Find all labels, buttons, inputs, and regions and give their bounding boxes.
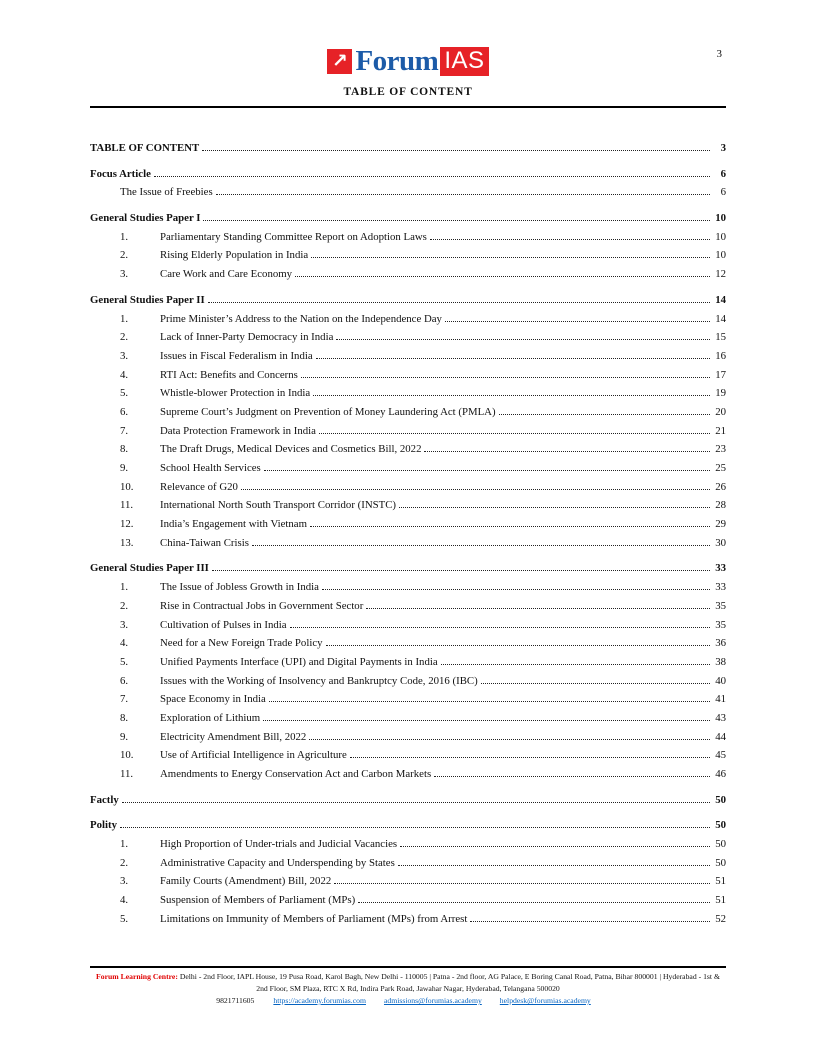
toc-row[interactable]	[90, 600, 726, 619]
toc-dot-leader	[499, 414, 710, 415]
logo-text-ias: IAS	[440, 47, 488, 76]
toc-entry-page: 14	[715, 312, 726, 325]
toc-entry-label: High Proportion of Under-trials and Judicial Vacancies	[160, 838, 398, 851]
toc-entry-page: 20	[715, 405, 726, 418]
toc-entry-label: Suspension of Members of Parliament (MPs)	[160, 894, 356, 907]
toc-entry-page: 10	[715, 230, 726, 243]
toc-dot-leader	[350, 757, 710, 758]
toc-entry-number: 10.	[120, 749, 134, 762]
toc-row[interactable]	[90, 249, 726, 268]
footer-helpdesk-email-link[interactable]: helpdesk@forumias.academy	[499, 996, 591, 1006]
toc-row[interactable]	[90, 656, 726, 675]
toc-entry-page: 3	[720, 142, 726, 154]
toc-entry-number: 4.	[120, 368, 129, 381]
forumias-logo	[0, 0, 816, 78]
toc-entry-number: 2.	[120, 599, 129, 612]
toc-entry-label: The Issue of Jobless Growth in India	[160, 581, 319, 594]
toc-entry-page: 50	[715, 856, 726, 869]
toc-dot-leader	[295, 276, 710, 277]
toc-dot-leader	[290, 627, 710, 628]
toc-entry-page: 43	[715, 711, 726, 724]
toc-dot-leader	[326, 645, 710, 646]
footer-phone: 9821711605	[216, 996, 255, 1006]
toc-entry-number: 2.	[120, 856, 129, 869]
toc-entry-page: 6	[720, 167, 726, 180]
toc-entry-label: Supreme Court’s Judgment on Prevention of Money Laundering Act (PMLA)	[160, 405, 496, 418]
toc-row[interactable]	[90, 369, 726, 388]
toc-row[interactable]	[90, 637, 726, 656]
toc-entry-label: Lack of Inner-Party Democracy in India	[160, 331, 334, 344]
toc-dot-leader	[120, 827, 710, 828]
toc-row[interactable]	[90, 768, 726, 787]
toc-row[interactable]	[90, 331, 726, 350]
toc-row[interactable]	[90, 581, 726, 600]
toc-entry-label: Prime Minister’s Address to the Nation on the Independence Day	[160, 312, 442, 325]
toc-entry-page: 26	[715, 480, 726, 493]
toc-entry-page: 35	[715, 618, 726, 631]
footer-address-text: Delhi - 2nd Floor, IAPL House, 19 Pusa Road, Karol Bagh, New Delhi - 110005 | Patna - 2nd floor, AG Palace, E Boring Canal Road, Patna, Bihar 800001 | Hyderabad - 1st & 2nd Floor, SM Plaza, RTC X Rd, Indira Park Road, Jawahar Nagar, Hyderabad, Telangana 500020	[179, 972, 720, 993]
toc-row[interactable]	[90, 562, 726, 581]
toc-row[interactable]	[90, 749, 726, 768]
toc-row[interactable]	[90, 518, 726, 537]
toc-dot-leader	[398, 865, 710, 866]
toc-entry-label: Relevance of G20	[160, 480, 238, 493]
toc-entry-number: 12.	[120, 518, 134, 531]
toc-entry-label: Space Economy in India	[160, 693, 266, 706]
toc-entry-label: Focus Article	[90, 167, 151, 180]
toc-entry-label: Care Work and Care Economy	[160, 268, 293, 281]
toc-dot-leader	[399, 507, 710, 508]
toc-row[interactable]	[90, 350, 726, 369]
toc-entry-number: 1.	[120, 312, 129, 325]
toc-entry-page: 41	[715, 693, 726, 706]
toc-entry-number: 8.	[120, 711, 129, 724]
toc-row[interactable]	[90, 406, 726, 425]
toc-dot-leader	[430, 239, 710, 240]
toc-row[interactable]	[90, 875, 726, 894]
toc-entry-page: 44	[715, 730, 726, 743]
toc-entry-number: 2.	[120, 249, 129, 262]
toc-entry-number: 4.	[120, 894, 129, 907]
toc-entry-label: School Health Services	[160, 462, 261, 474]
toc-entry-number: 3.	[120, 349, 129, 362]
toc-row[interactable]	[90, 462, 726, 481]
toc-row[interactable]	[90, 212, 726, 231]
toc-entry-label: General Studies Paper III	[90, 562, 209, 575]
toc-entry-label: Whistle-blower Protection in India	[160, 387, 311, 400]
toc-entry-number: 9.	[120, 462, 129, 474]
toc-entry-label: Administrative Capacity and Underspending by States	[160, 856, 395, 869]
toc-entry-page: 15	[715, 331, 726, 344]
footer-contact	[90, 995, 726, 1007]
toc-entry-page: 40	[715, 674, 726, 687]
toc-row[interactable]	[90, 894, 726, 913]
toc-row[interactable]	[90, 712, 726, 731]
toc-row[interactable]	[90, 537, 726, 556]
toc-entry-label: Data Protection Framework in India	[160, 424, 316, 437]
toc-dot-leader	[263, 720, 710, 721]
toc-dot-leader	[424, 451, 710, 452]
toc-entry-page: 38	[715, 655, 726, 668]
toc-entry-label: Factly	[90, 793, 119, 806]
toc-dot-leader	[313, 395, 710, 396]
toc-dot-leader	[252, 545, 710, 546]
toc-entry-label: Need for a New Foreign Trade Policy	[160, 637, 323, 650]
toc-entry-label: General Studies Paper I	[90, 212, 201, 225]
toc-entry-number: 1.	[120, 230, 129, 243]
toc-entry-number: 10.	[120, 480, 134, 493]
toc-entry-label: Exploration of Lithium	[160, 711, 261, 724]
toc-entry-label: RTI Act: Benefits and Concerns	[160, 368, 298, 381]
toc-row[interactable]	[90, 794, 726, 813]
toc-dot-leader	[358, 902, 710, 903]
arrow-up-right-icon: ↗	[327, 49, 352, 74]
toc-entry-label: Unified Payments Interface (UPI) and Digital Payments in India	[160, 655, 438, 668]
toc-entry-label: Electricity Amendment Bill, 2022	[160, 730, 307, 743]
toc-entry-page: 16	[715, 349, 726, 362]
toc-dot-leader	[241, 489, 710, 490]
toc-entry-label: Amendments to Energy Conservation Act and Carbon Markets	[160, 768, 432, 780]
toc-entry-number: 6.	[120, 405, 129, 418]
toc-row[interactable]	[90, 838, 726, 857]
footer-centre-label: Forum Learning Centre:	[96, 972, 178, 981]
toc-dot-leader	[203, 220, 710, 221]
toc-entry-number: 3.	[120, 875, 129, 888]
toc-entry-number: 3.	[120, 618, 129, 631]
toc-entry-label: Issues with the Working of Insolvency and Bankruptcy Code, 2016 (IBC)	[160, 674, 478, 687]
toc-entry-page: 50	[715, 793, 726, 806]
toc-entry-label: Limitations on Immunity of Members of Parliament (MPs) from Arrest	[160, 912, 468, 925]
table-of-contents	[90, 142, 726, 932]
footer	[90, 966, 726, 1007]
logo-text-forum: Forum	[355, 44, 439, 77]
toc-entry-page: 17	[715, 368, 726, 381]
toc-entry-label: The Draft Drugs, Medical Devices and Cosmetics Bill, 2022	[160, 443, 422, 456]
footer-admissions-email-link[interactable]: admissions@forumias.academy	[383, 996, 482, 1006]
toc-row[interactable]	[90, 313, 726, 332]
toc-entry-label: Rising Elderly Population in India	[160, 249, 309, 262]
toc-row[interactable]	[90, 168, 726, 187]
toc-row[interactable]	[90, 693, 726, 712]
page-title: TABLE OF CONTENT	[343, 86, 473, 98]
toc-dot-leader	[309, 739, 710, 740]
toc-row[interactable]	[90, 619, 726, 638]
toc-entry-page: 33	[715, 562, 726, 575]
toc-entry-label: Polity	[90, 819, 117, 832]
toc-dot-leader	[122, 802, 710, 803]
toc-entry-page: 52	[715, 912, 726, 925]
toc-entry-page: 25	[715, 462, 726, 474]
toc-dot-leader	[334, 883, 710, 884]
page-number: 3	[716, 48, 722, 60]
toc-entry-number: 9.	[120, 730, 129, 743]
toc-entry-label: The Issue of Freebies	[120, 186, 213, 199]
toc-entry-page: 10	[715, 249, 726, 262]
toc-entry-label: Cultivation of Pulses in India	[160, 618, 287, 631]
toc-entry-page: 10	[715, 212, 726, 225]
toc-dot-leader	[301, 377, 710, 378]
toc-entry-page: 28	[715, 499, 726, 512]
toc-dot-leader	[212, 570, 710, 571]
toc-entry-page: 14	[715, 293, 726, 306]
toc-dot-leader	[154, 176, 710, 177]
toc-entry-label: TABLE OF CONTENT	[90, 142, 200, 154]
toc-entry-label: Issues in Fiscal Federalism in India	[160, 349, 313, 362]
toc-dot-leader	[434, 776, 710, 777]
toc-entry-number: 8.	[120, 443, 129, 456]
toc-entry-label: Rise in Contractual Jobs in Government Sector	[160, 599, 364, 612]
toc-entry-number: 5.	[120, 387, 129, 400]
toc-entry-page: 29	[715, 518, 726, 531]
toc-dot-leader	[269, 701, 710, 702]
toc-entry-page: 50	[715, 838, 726, 851]
toc-row[interactable]	[90, 913, 726, 932]
toc-entry-number: 5.	[120, 655, 129, 668]
toc-entry-page: 33	[715, 581, 726, 594]
toc-dot-leader	[316, 358, 710, 359]
toc-entry-page: 23	[715, 443, 726, 456]
toc-entry-number: 1.	[120, 838, 129, 851]
toc-entry-page: 6	[720, 186, 726, 199]
toc-entry-number: 3.	[120, 268, 129, 281]
toc-dot-leader	[366, 608, 710, 609]
toc-row[interactable]	[90, 186, 726, 205]
toc-entry-number: 7.	[120, 424, 129, 437]
toc-entry-page: 50	[715, 819, 726, 832]
toc-entry-page: 21	[715, 424, 726, 437]
toc-dot-leader	[481, 683, 710, 684]
toc-entry-page: 19	[715, 387, 726, 400]
toc-entry-number: 2.	[120, 331, 129, 344]
toc-row[interactable]	[90, 499, 726, 518]
toc-row[interactable]	[90, 857, 726, 876]
toc-dot-leader	[400, 846, 710, 847]
toc-dot-leader	[310, 526, 710, 527]
toc-row[interactable]	[90, 481, 726, 500]
toc-dot-leader	[216, 194, 710, 195]
toc-entry-label: International North South Transport Corridor (INSTC)	[160, 499, 397, 512]
toc-row[interactable]	[90, 142, 726, 161]
toc-entry-number: 13.	[120, 536, 134, 549]
toc-entry-number: 5.	[120, 912, 129, 925]
toc-dot-leader	[208, 302, 710, 303]
footer-website-link[interactable]: https://academy.forumias.com	[273, 996, 366, 1006]
toc-entry-page: 30	[715, 536, 726, 549]
toc-dot-leader	[336, 339, 710, 340]
footer-address	[90, 971, 726, 994]
toc-entry-page: 35	[715, 599, 726, 612]
toc-entry-label: China-Taiwan Crisis	[160, 536, 249, 549]
toc-entry-page: 45	[715, 749, 726, 762]
toc-entry-label: India’s Engagement with Vietnam	[160, 518, 307, 531]
toc-entry-page: 51	[715, 894, 726, 907]
toc-dot-leader	[470, 921, 710, 922]
toc-dot-leader	[445, 321, 710, 322]
toc-entry-label: Family Courts (Amendment) Bill, 2022	[160, 875, 332, 888]
toc-dot-leader	[202, 150, 710, 151]
toc-entry-label: General Studies Paper II	[90, 293, 205, 306]
toc-dot-leader	[441, 664, 710, 665]
toc-dot-leader	[264, 470, 710, 471]
toc-row[interactable]	[90, 675, 726, 694]
toc-dot-leader	[322, 589, 710, 590]
toc-entry-page: 12	[715, 268, 726, 281]
toc-entry-number: 11.	[120, 499, 134, 512]
toc-entry-number: 1.	[120, 581, 129, 594]
toc-entry-number: 11.	[120, 768, 134, 780]
toc-entry-page: 46	[715, 768, 726, 780]
toc-entry-number: 6.	[120, 674, 129, 687]
toc-row[interactable]	[90, 231, 726, 250]
toc-entry-label: Use of Artificial Intelligence in Agriculture	[160, 749, 347, 762]
toc-dot-leader	[311, 257, 710, 258]
toc-row[interactable]	[90, 443, 726, 462]
toc-row[interactable]	[90, 387, 726, 406]
toc-entry-number: 7.	[120, 693, 129, 706]
toc-row[interactable]	[90, 425, 726, 444]
header-divider	[90, 106, 726, 108]
toc-entry-page: 51	[715, 875, 726, 888]
toc-entry-number: 4.	[120, 637, 129, 650]
toc-row[interactable]	[90, 294, 726, 313]
toc-row[interactable]	[90, 268, 726, 287]
toc-dot-leader	[319, 433, 710, 434]
toc-entry-page: 36	[715, 637, 726, 650]
toc-row[interactable]	[90, 731, 726, 750]
toc-row[interactable]	[90, 819, 726, 838]
toc-entry-label: Parliamentary Standing Committee Report on Adoption Laws	[160, 230, 427, 243]
